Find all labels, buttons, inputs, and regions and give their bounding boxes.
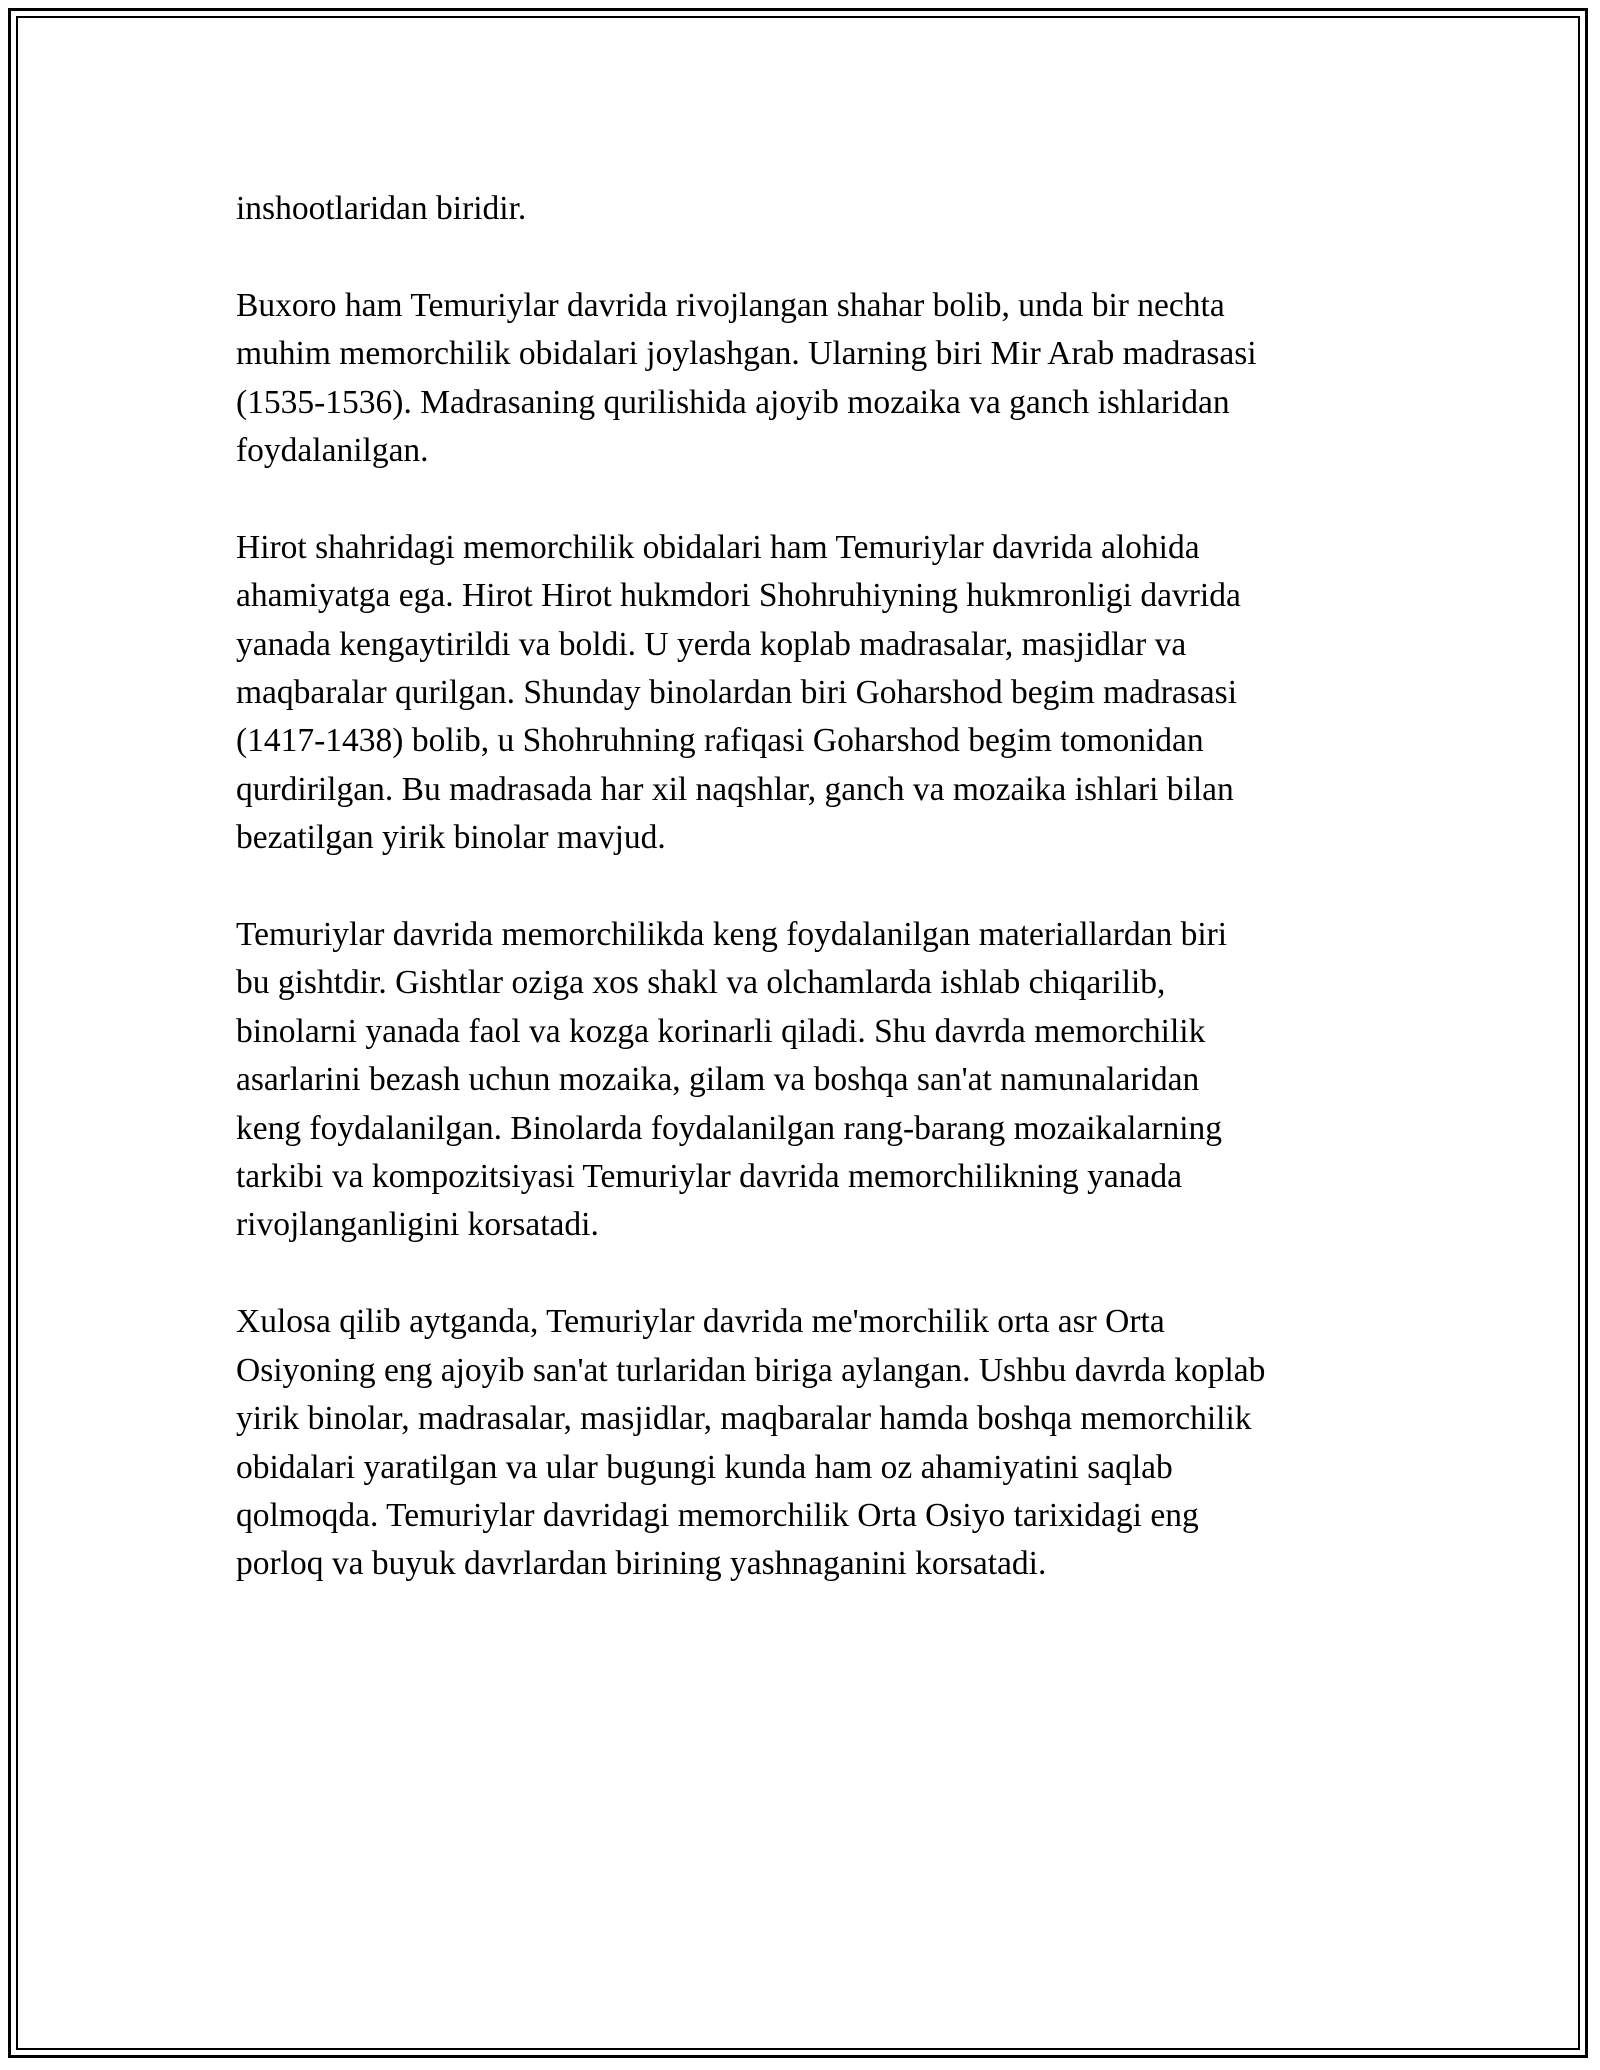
text-line: Xulosa qilib aytganda, Temuriylar davrida me'morchilik orta asr Orta (236, 1303, 1165, 1341)
text-line: foydalanilgan. (236, 432, 429, 470)
text-line: porloq va buyuk davrlardan birining yashnaganini korsatadi. (236, 1545, 1047, 1583)
text-line: qurdirilgan. Bu madrasada har xil naqshlar, ganch va mozaika ishlari bilan (236, 770, 1234, 808)
text-line: asarlarini bezash uchun mozaika, gilam va boshqa san'at namunalaridan (236, 1061, 1200, 1099)
paragraph-3 (236, 524, 1371, 863)
paragraph-2 (236, 282, 1371, 476)
text-line: maqbaralar qurilgan. Shunday binolardan biri Goharshod begim madrasasi (236, 674, 1238, 712)
text-line: Osiyoning eng ajoyib san'at turlaridan biriga aylangan. Ushbu davrda koplab (236, 1351, 1266, 1389)
text-line: bu gishtdir. Gishtlar oziga xos shakl va olchamlarda ishlab chiqarilib, (236, 964, 1166, 1002)
text-line: Temuriylar davrida memorchilikda keng foydalanilgan materiallardan biri (236, 916, 1228, 954)
text-line: yirik binolar, madrasalar, masjidlar, maqbaralar hamda boshqa memorchilik (236, 1400, 1252, 1438)
text-line: muhim memorchilik obidalari joylashgan. Ularning biri Mir Arab madrasasi (236, 335, 1257, 373)
text-line: tarkibi va kompozitsiyasi Temuriylar davrida memorchilikning yanada (236, 1158, 1182, 1196)
text-line: yanada kengaytirildi va boldi. U yerda koplab madrasalar, masjidlar va (236, 625, 1187, 663)
paragraph-1 (236, 185, 1371, 233)
text-line: Buxoro ham Temuriylar davrida rivojlangan shahar bolib, unda bir nechta (236, 286, 1225, 324)
text-line: keng foydalanilgan. Binolarda foydalanilgan rang-barang mozaikalarning (236, 1109, 1223, 1147)
text-line: rivojlanganligini korsatadi. (236, 1206, 599, 1244)
paragraph-4 (236, 911, 1371, 1250)
text-line: binolarni yanada faol va kozga korinarli qiladi. Shu davrda memorchilik (236, 1012, 1206, 1050)
text-line: (1417-1438) bolib, u Shohruhning rafiqasi Goharshod begim tomonidan (236, 722, 1204, 760)
text-line: Hirot shahridagi memorchilik obidalari ham Temuriylar davrida alohida (236, 528, 1200, 566)
text-line: (1535-1536). Madrasaning qurilishida ajoyib mozaika va ganch ishlaridan (236, 383, 1230, 421)
paragraph-5 (236, 1298, 1371, 1588)
text-line: qolmoqda. Temuriylar davridagi memorchilik Orta Osiyo tarixidagi eng (236, 1496, 1199, 1534)
text-line: obidalari yaratilgan va ular bugungi kunda ham oz ahamiyatini saqlab (236, 1448, 1173, 1486)
text-line: inshootlaridan biridir. (236, 190, 527, 227)
text-line: ahamiyatga ega. Hirot Hirot hukmdori Shohruhiyning hukmronligi davrida (236, 577, 1241, 615)
text-line: bezatilgan yirik binolar mavjud. (236, 819, 666, 857)
document-body (236, 185, 1371, 1637)
